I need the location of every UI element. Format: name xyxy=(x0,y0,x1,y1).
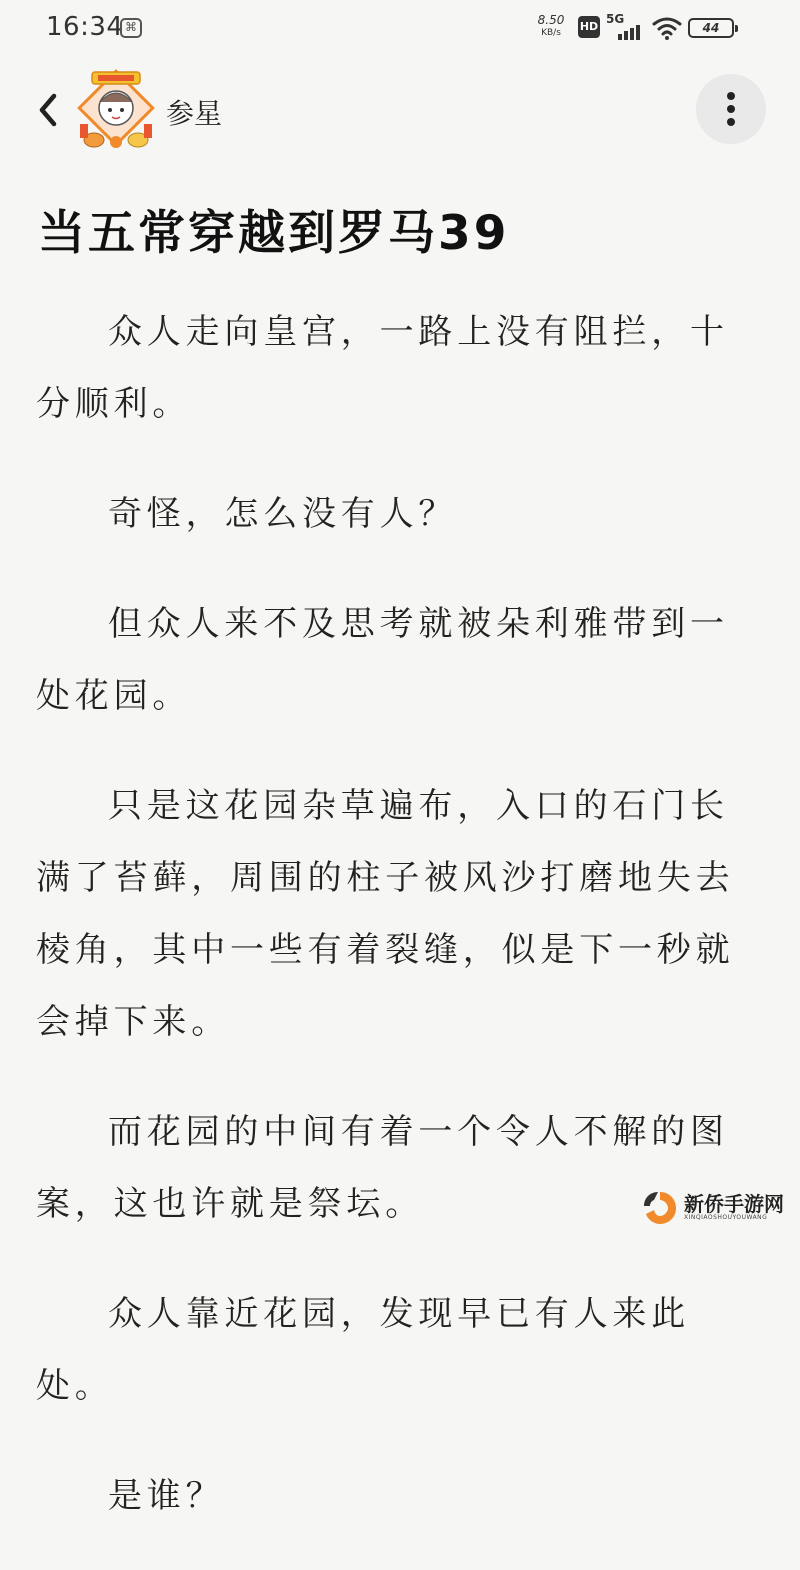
article-title: 当五常穿越到罗马39 xyxy=(38,206,510,261)
more-options-button[interactable] xyxy=(696,74,766,144)
more-vertical-icon xyxy=(727,92,735,100)
avatar[interactable] xyxy=(70,68,162,154)
paragraph: 只是这花园杂草遍布，入口的石门长满了苔藓，周围的柱子被风沙打磨地失去棱角，其中一些有着裂缝，似是下一秒就会掉下来。 xyxy=(36,786,735,1042)
paragraph: 但众人来不及思考就被朵利雅带到一处花园。 xyxy=(36,604,729,716)
paragraph: 奇怪，怎么没有人？ xyxy=(108,494,458,534)
paragraph: 是谁？ xyxy=(108,1476,225,1516)
notification-icon: ⌘ xyxy=(120,18,142,38)
author-name[interactable]: 参星 xyxy=(166,97,223,130)
net-speed-unit: KB/s xyxy=(541,28,561,38)
back-button[interactable] xyxy=(28,88,68,132)
watermark-sub: XINQIAOSHOUYOUWANG xyxy=(684,1214,768,1221)
watermark xyxy=(640,1188,790,1228)
watermark-logo-icon xyxy=(640,1188,680,1228)
net-speed-value: 8.50 xyxy=(537,13,565,27)
net-speed xyxy=(534,14,568,40)
battery-icon: 44 xyxy=(688,18,734,38)
paragraph: 众人靠近花园，发现早已有人来此处。 xyxy=(36,1294,690,1406)
article-body xyxy=(36,296,748,1570)
cellular-signal-icon xyxy=(606,14,646,40)
watermark-name: 新侨手游网 xyxy=(684,1192,784,1216)
paragraph: 众人走向皇宫，一路上没有阻拦，十分顺利。 xyxy=(36,312,729,424)
wifi-icon xyxy=(652,16,682,40)
hd-badge: HD xyxy=(578,16,600,38)
network-type: 5G xyxy=(606,12,625,26)
status-time: 16:34 xyxy=(46,12,124,42)
paragraph: 而花园的中间有着一个令人不解的图案，这也许就是祭坛。 xyxy=(36,1112,729,1224)
status-bar xyxy=(0,0,800,58)
chevron-left-icon xyxy=(37,93,59,127)
